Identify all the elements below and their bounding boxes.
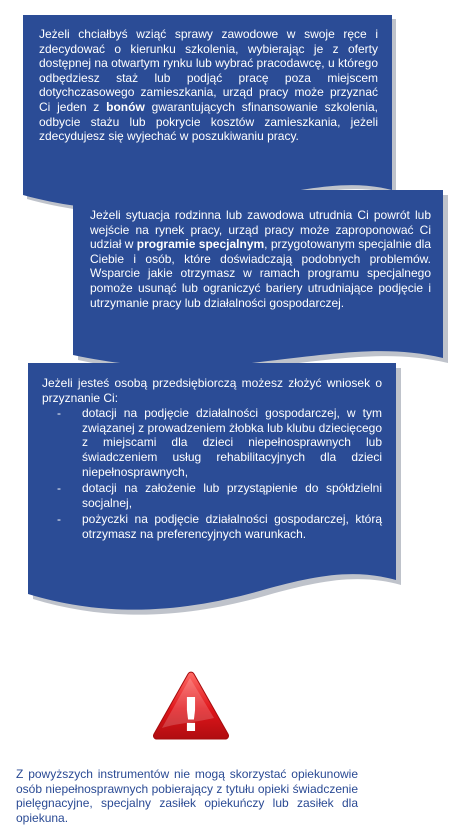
- special-program-panel: [73, 190, 443, 373]
- exclamation-mark: !: [180, 688, 202, 741]
- entrepreneur-intro: Jeżeli jesteś osobą przedsiębiorczą możesz złożyć wniosek o przyznanie Ci:: [42, 376, 382, 405]
- list-item: - dotacji na założenie lub przystąpienie do spółdzielni socjalnej,: [57, 481, 382, 510]
- special-program-keyword: programie specjalnym: [136, 237, 265, 252]
- bonus-info-panel: [23, 15, 392, 215]
- list-item: - dotacji na podjęcie działalności gospodarczej, w tym związanej z prowadzeniem żłobka lub klubu dziecięcego z miejscami dla dzieci niepełnosprawnych lub świadczeniem usług rehabilitacyjnych dla dzieci niepełnosprawnych,: [57, 406, 382, 479]
- warning-triangle-icon: [152, 671, 230, 741]
- support-list: [42, 406, 382, 541]
- list-item: - pożyczki na podjęcie działalności gospodarczej, którą otrzymasz na preferencyjnych warunkach.: [57, 512, 382, 541]
- bonus-keyword: bonów: [106, 99, 145, 114]
- bonus-paragraph: Jeżeli chciałbyś wziąć sprawy zawodowe w swoje ręce i zdecydować o kierunku szkolenia, wybierając je z oferty dostępnej na otwartym rynku lub wybrać pracodawcę, u którego odbędziesz staż lub podjąć pracę poza miejscem dotychczasowego zamieszkania, urząd pracy może przyznać Ci jeden z bonów gwarantujących sfinansowanie szkolenia, odbycie stażu lub pokrycie kosztów zamieszkania, jeżeli zdecydujesz się wyjechać w poszukiwaniu pracy.: [39, 27, 378, 144]
- caregiver-note: Z powyższych instrumentów nie mogą skorzystać opiekunowie osób niepełnosprawnych pobierający z tytułu opieki świadczenie pielęgnacyjne, specjalny zasiłek opiekuńczy lub zasiłek dla opiekuna.: [16, 767, 358, 825]
- entrepreneur-panel: [28, 363, 396, 621]
- special-program-paragraph: Jeżeli sytuacja rodzinna lub zawodowa utrudnia Ci powrót lub wejście na rynek pracy, urząd pracy może zaproponować Ci udział w programie specjalnym, przygotowanym specjalnie dla Ciebie i osób, które doświadczają podobnych problemów. Wsparcie jakie otrzymasz w ramach programu specjalnego pomoże usunąć lub ograniczyć bariery utrudniające podjęcie i utrzymanie pracy lub działalności gospodarczej.: [90, 208, 432, 310]
